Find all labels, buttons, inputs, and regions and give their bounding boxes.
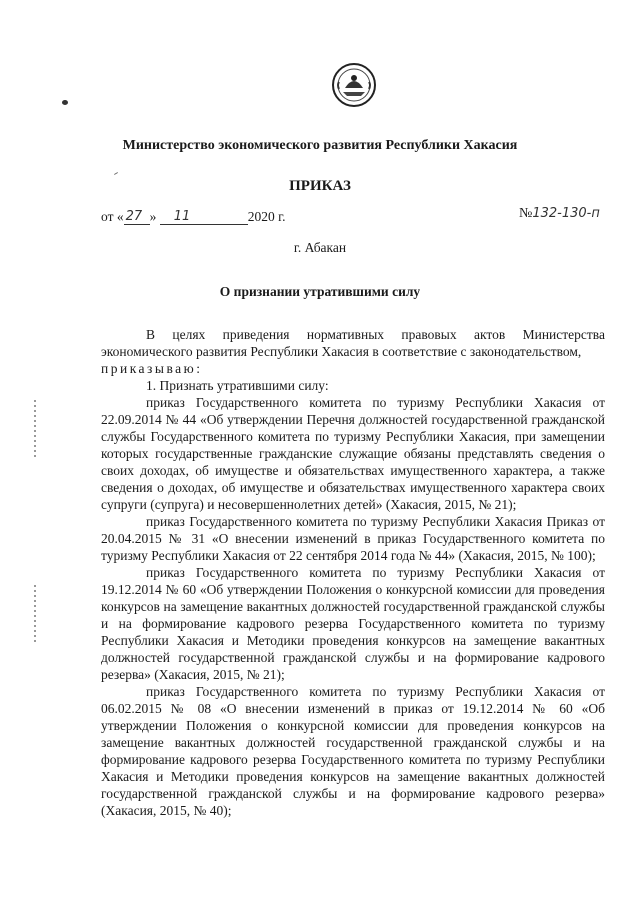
- ministry-name: Министерство экономического развития Республики Хакасия: [122, 138, 518, 153]
- date-separator: »: [149, 209, 157, 224]
- scan-mark: [114, 172, 118, 175]
- order-heading: ПРИКАЗ: [289, 178, 351, 194]
- city: г. Абакан: [293, 240, 347, 255]
- date-month-handwritten: 11: [173, 209, 191, 224]
- date-day-field: [124, 210, 150, 225]
- order-number: [519, 206, 600, 222]
- date-year: 2020 г.: [247, 209, 286, 224]
- order-phrase: приказываю:: [101, 361, 203, 376]
- number-prefix: №: [519, 206, 533, 221]
- document-title: О признании утратившими силу: [219, 284, 421, 299]
- scan-margin-mark: [34, 585, 36, 645]
- order-date: [101, 209, 286, 225]
- paragraph: приказ Государственного комитета по туризму Республики Хакасия от 19.12.2014 № 60 «Об утверждении Положения о конкурсной комиссии для проведения конкурсов на замещение вакантных должностей государственной гражданской службы и на формирование кадрового резерва Государственного комитета по туризму Республики Хакасия и Методики проведения конкурсов на замещение вакантных должностей государственной гражданской службы и на формирование кадрового резерва» (Хакасия, 2015, № 21);: [101, 565, 605, 682]
- date-month-field: [160, 210, 248, 225]
- date-day-handwritten: 27: [125, 209, 143, 224]
- paragraph: приказ Государственного комитета по туризму Республики Хакасия от 06.02.2015 № 08 «О внесении изменений в приказ от 19.12.2014 № 60 «Об утверждении Положения о конкурсной комиссии для проведения конкурсов на замещение вакантных должностей государственной гражданской службы и на формирование кадрового резерва Государственного комитета по туризму Республики Хакасия и Методики проведения конкурсов на замещение вакантных должностей государственной гражданской службы и на формирование кадрового резерва» (Хакасия, 2015, № 40);: [101, 684, 605, 818]
- paragraph: 1. Признать утратившими силу:: [146, 378, 329, 393]
- date-prefix: от «: [101, 209, 124, 224]
- number-handwritten: 132-130-п: [532, 206, 600, 221]
- paragraph: приказ Государственного комитета по туризму Республики Хакасия Приказ от 20.04.2015 № 31 «О внесении изменений в приказ Государственного комитета по туризму Республики Хакасия от 22 сентября 2014 года № 44» (Хакасия, 2015, № 100);: [101, 514, 605, 563]
- paragraph: В целях приведения нормативных правовых актов Министерства экономического развития Республики Хакасия в соответствие с законодательством,: [101, 327, 605, 359]
- scan-margin-mark: [34, 400, 36, 460]
- paragraph: приказ Государственного комитета по туризму Республики Хакасия от 22.09.2014 № 44 «Об утверждении Перечня должностей государственной гражданской службы Государственного комитета по туризму Республики Хакасия, при замещении которых государственные гражданские служащие обязаны представлять сведения о своих доходах, об имуществе и обязательствах имущественного характера, а также сведения о доходах, об имуществе и обязательствах имущественного характера своих супруги (супруга) и несовершеннолетних детей» (Хакасия, 2015, № 21);: [101, 395, 605, 512]
- scan-speck: [62, 100, 68, 105]
- document-body: [101, 326, 605, 819]
- coat-of-arms-icon: [331, 62, 377, 108]
